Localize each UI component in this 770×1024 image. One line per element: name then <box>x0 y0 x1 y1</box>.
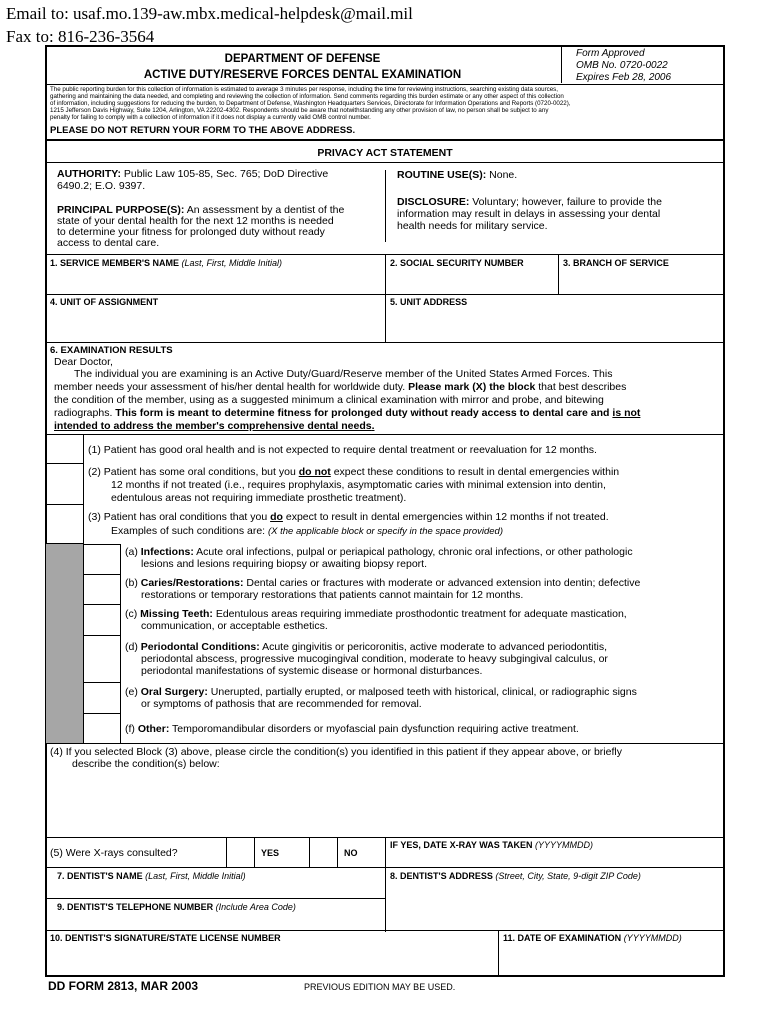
omb-number: OMB No. 0720-0022 <box>576 60 668 71</box>
principal-purpose: PRINCIPAL PURPOSE(S): An assessment by a dentist of the <box>57 204 345 216</box>
condition-other: (f) Other: Temporomandibular disorders or myofascial pain dysfunction requiring active treatment. <box>125 723 579 735</box>
shaded-column <box>46 544 83 743</box>
checkbox-oral-surgery[interactable] <box>83 682 121 714</box>
no-label: NO <box>344 848 358 858</box>
form-approved: Form Approved <box>576 48 645 59</box>
disclosure-statement: DISCLOSURE: Voluntary; however, failure to provide the <box>397 196 662 208</box>
examination-results-label: 6. EXAMINATION RESULTS <box>50 345 173 356</box>
condition-oral-surgery: (e) Oral Surgery: Unerupted, partially erupted, or malposed teeth with historical, clinical, or radiographic signs <box>125 686 637 698</box>
option-2-text: (2) Patient has some oral conditions, but you do not expect these conditions to result in dental emergencies within <box>88 466 620 478</box>
checkbox-missing-teeth[interactable] <box>83 604 121 636</box>
authority-statement: AUTHORITY: Public Law 105-85, Sec. 765; DoD Directive <box>57 168 329 180</box>
salutation: Dear Doctor, <box>54 356 113 368</box>
xray-no-checkbox[interactable] <box>310 838 337 867</box>
do-not-return-notice: PLEASE DO NOT RETURN YOUR FORM TO THE ABOVE ADDRESS. <box>50 125 356 136</box>
department-title: DEPARTMENT OF DEFENSE <box>224 53 381 65</box>
option-3-text: (3) Patient has oral conditions that you do expect to result in dental emergencies within 12 months if not treated. <box>88 511 609 523</box>
email-line: Email to: usaf.mo.139-aw.mbx.medical-helpdesk@mail.mil <box>6 4 413 23</box>
fax-line: Fax to: 816-236-3564 <box>6 27 155 46</box>
form-identifier: DD FORM 2813, MAR 2003 <box>48 979 199 993</box>
field-xray-date[interactable]: IF YES, DATE X-RAY WAS TAKEN (YYYYMMDD) <box>390 840 594 850</box>
checkbox-periodontal[interactable] <box>83 635 121 683</box>
option-1-text: (1) Patient has good oral health and is not expected to require dental treatment or reevaluation for 12 months. <box>88 444 597 456</box>
field-unit-of-assignment[interactable]: 4. UNIT OF ASSIGNMENT <box>50 297 159 307</box>
field-date-of-examination[interactable]: 11. DATE OF EXAMINATION (YYYYMMDD) <box>503 933 682 943</box>
checkbox-caries-restorations[interactable] <box>83 574 121 605</box>
checkbox-option-1[interactable] <box>45 434 84 464</box>
question-5: (5) Were X-rays consulted? <box>50 847 178 859</box>
field-service-member-name[interactable]: 1. SERVICE MEMBER'S NAME (Last, First, Middle Initial) <box>50 258 283 268</box>
field-dentist-address[interactable]: 8. DENTIST'S ADDRESS (Street, City, State, 9-digit ZIP Code) <box>390 871 641 881</box>
condition-description-area[interactable] <box>50 772 720 836</box>
expiration-date: Expires Feb 28, 2006 <box>576 72 672 83</box>
condition-caries: (b) Caries/Restorations: Dental caries or fractures with moderate or advanced extension into dentin; defective <box>125 577 641 589</box>
edition-note: PREVIOUS EDITION MAY BE USED. <box>304 982 456 992</box>
field-unit-address[interactable]: 5. UNIT ADDRESS <box>390 297 468 307</box>
checkbox-option-2[interactable] <box>45 463 84 505</box>
condition-missing-teeth: (c) Missing Teeth: Edentulous areas requiring immediate prosthodontic treatment for adequate mastication, <box>125 608 627 620</box>
xray-yes-checkbox[interactable] <box>227 838 254 867</box>
privacy-act-title: PRIVACY ACT STATEMENT <box>317 147 453 159</box>
yes-label: YES <box>261 848 280 858</box>
field-dentist-name[interactable]: 7. DENTIST'S NAME (Last, First, Middle Initial) <box>57 871 246 881</box>
checkbox-infections[interactable] <box>83 544 121 575</box>
field-ssn[interactable]: 2. SOCIAL SECURITY NUMBER <box>390 258 524 268</box>
routine-uses: ROUTINE USE(S): None. <box>397 169 518 181</box>
form-title: ACTIVE DUTY/RESERVE FORCES DENTAL EXAMINATION <box>143 69 462 81</box>
field-dentist-signature[interactable]: 10. DENTIST'S SIGNATURE/STATE LICENSE NUMBER <box>50 933 281 943</box>
question-4: (4) If you selected Block (3) above, please circle the condition(s) you identified in this patient if they appear above, or briefly <box>50 746 622 758</box>
condition-periodontal: (d) Periodontal Conditions: Acute gingivitis or pericoronitis, active moderate to advanced periodontitis, <box>125 641 608 653</box>
intro-paragraph: The individual you are examining is an Active Duty/Guard/Reserve member of the United States Armed Forces. This <box>74 368 613 380</box>
condition-infections: (a) Infections: Acute oral infections, pulpal or periapical pathology, chronic oral infections, or other pathologic <box>125 546 633 558</box>
field-branch-of-service[interactable]: 3. BRANCH OF SERVICE <box>563 258 669 268</box>
checkbox-option-3[interactable] <box>45 504 84 544</box>
field-dentist-telephone[interactable]: 9. DENTIST'S TELEPHONE NUMBER (Include Area Code) <box>57 902 296 912</box>
checkbox-other[interactable] <box>83 713 121 744</box>
